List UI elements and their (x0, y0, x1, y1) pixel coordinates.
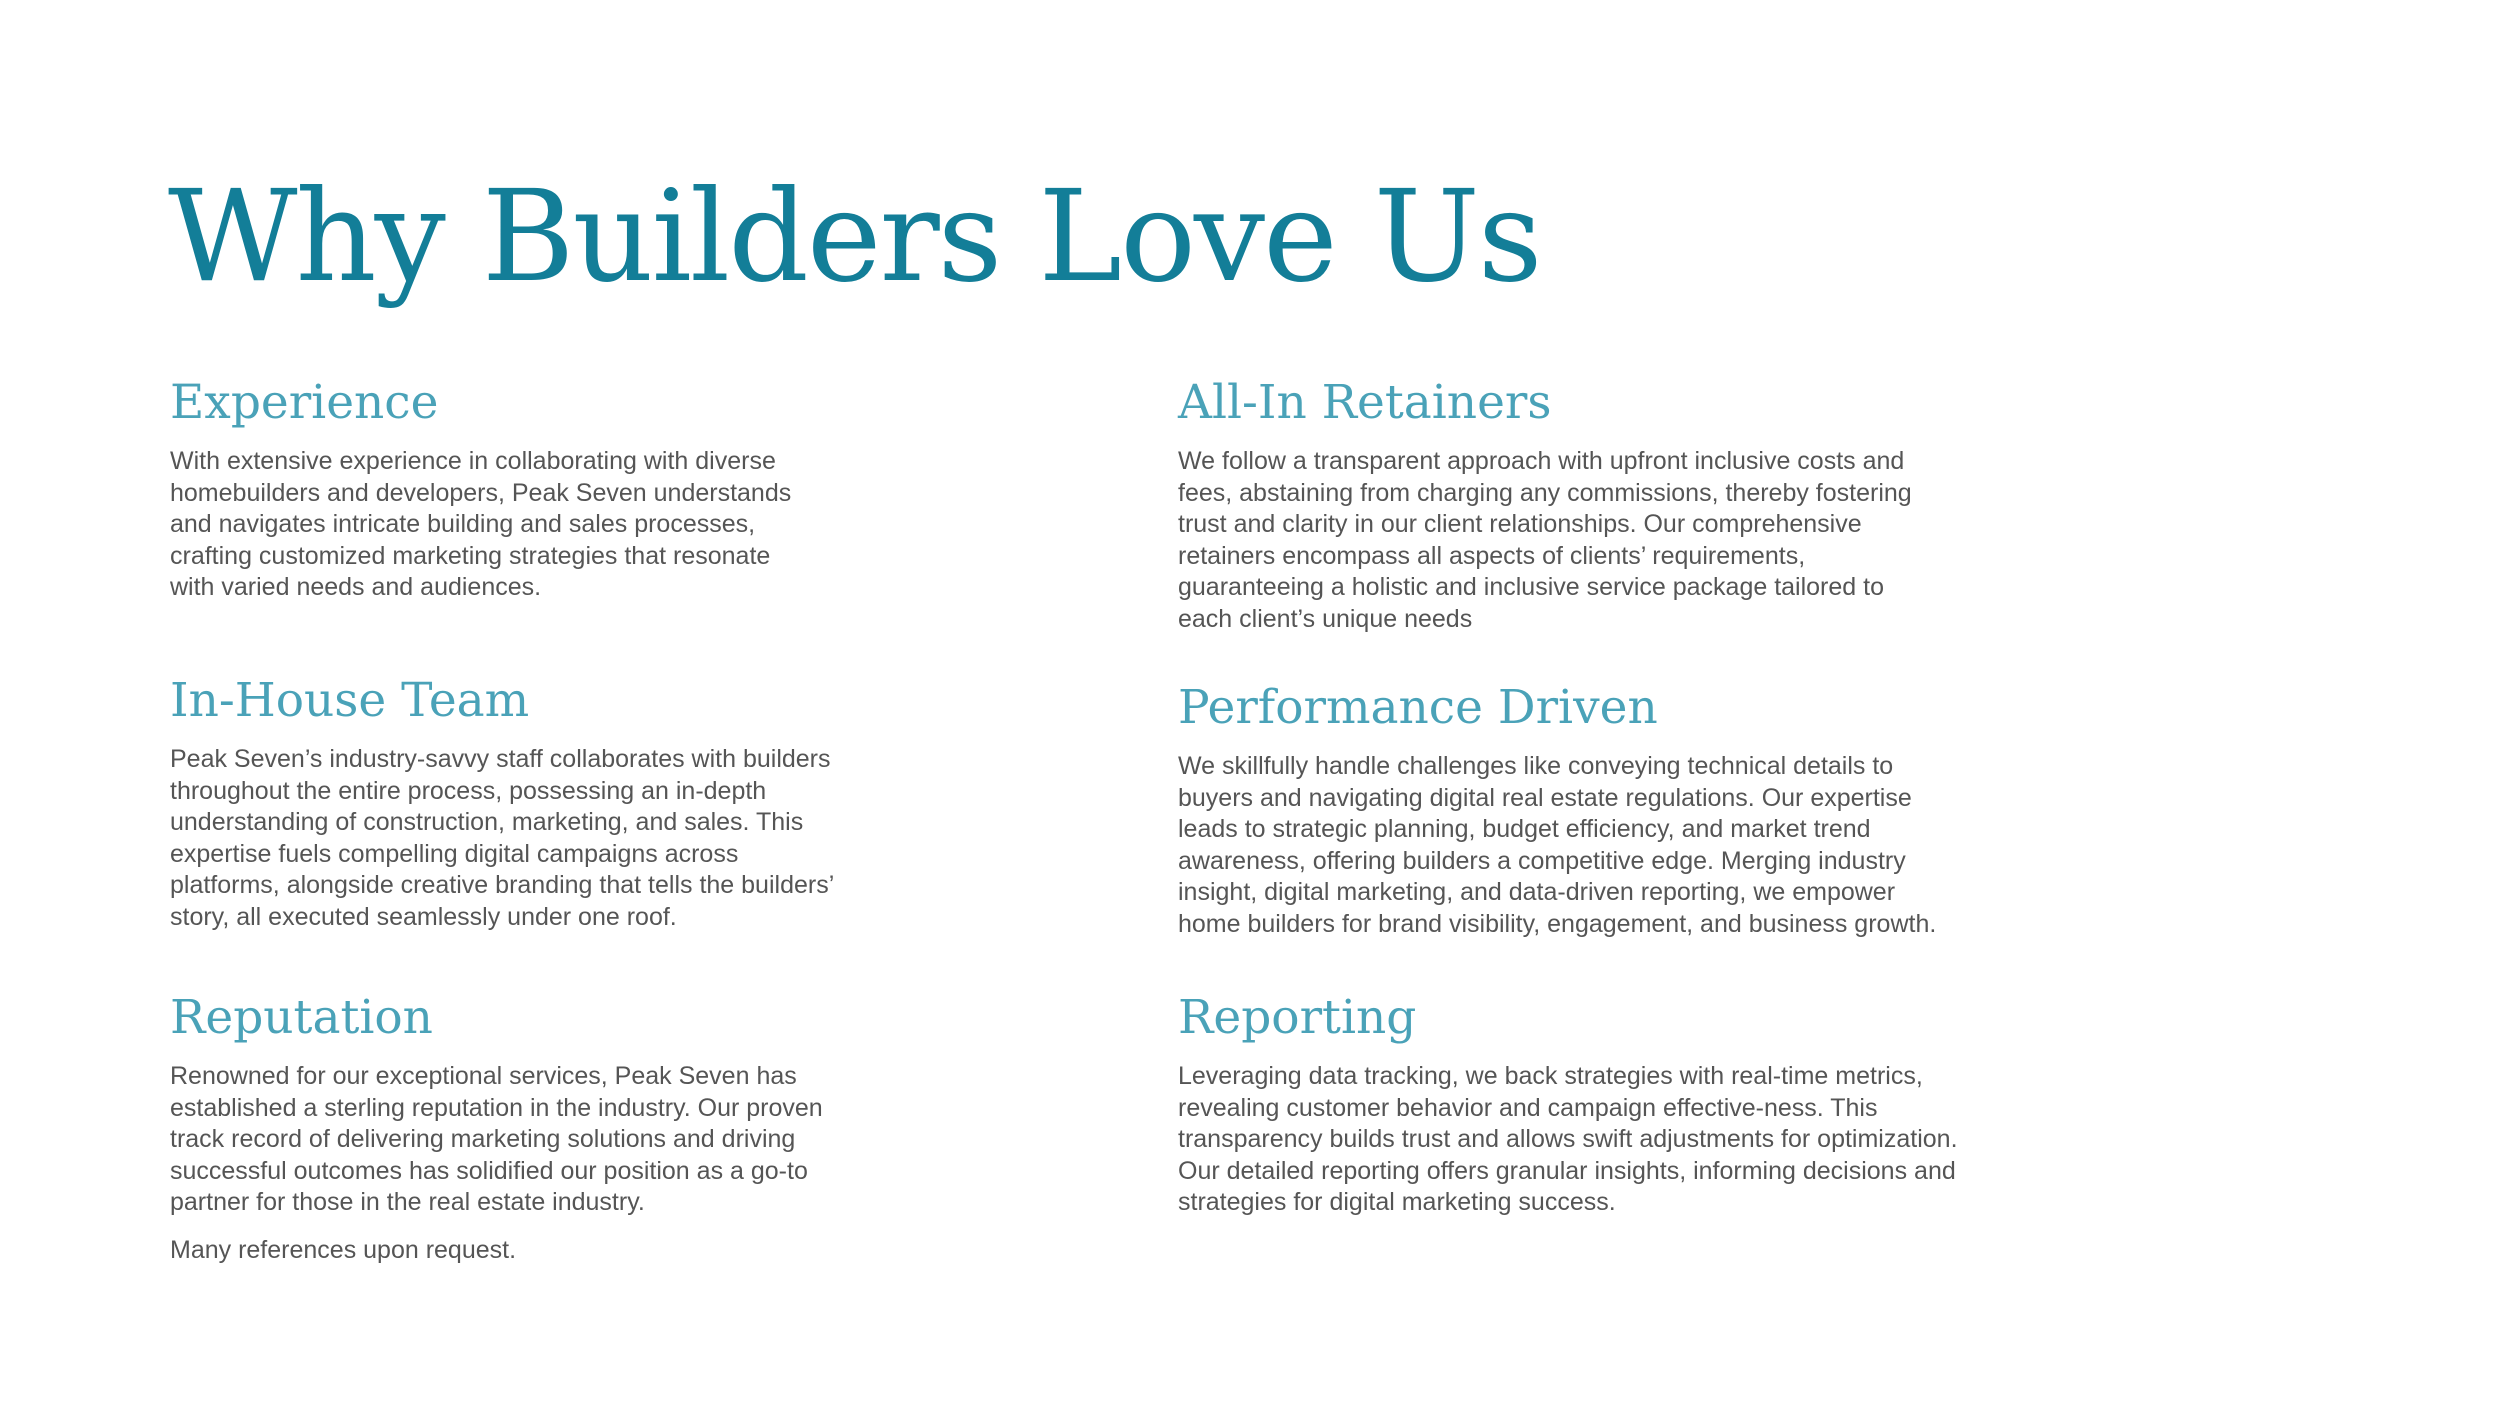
body-line: partner for those in the real estate industry. (170, 1188, 645, 1216)
section-heading: Performance Driven (1178, 680, 1658, 735)
section-body (170, 744, 1070, 933)
body-line: trust and clarity in our client relationships. Our comprehensive (1178, 510, 1862, 538)
section-body (1178, 751, 2078, 940)
section-body (1178, 1061, 2078, 1219)
section-heading: In-House Team (170, 673, 530, 728)
body-line: revealing customer behavior and campaign effective-ness. This (1178, 1093, 1878, 1122)
body-line: with varied needs and audiences. (170, 573, 542, 601)
body-line: successful outcomes has solidified our position as a go-to (170, 1156, 808, 1185)
body-line: and navigates intricate building and sales processes, (170, 510, 756, 538)
section-heading: All-In Retainers (1178, 375, 1552, 430)
body-line: guaranteeing a holistic and inclusive service package tailored to (1178, 573, 1884, 601)
section-heading: Reporting (1178, 990, 1417, 1045)
references-note: Many references upon request. (170, 1235, 517, 1264)
body-line: throughout the entire process, possessing an in-depth (170, 776, 767, 805)
body-line: Leveraging data tracking, we back strategies with real-time metrics, (1178, 1062, 1923, 1090)
body-line: Renowned for our exceptional services, Peak Seven has (170, 1062, 797, 1090)
body-line: expertise fuels compelling digital campaigns across (170, 839, 739, 868)
body-line: established a sterling reputation in the industry. Our proven (170, 1093, 823, 1122)
body-line: leads to strategic planning, budget efficiency, and market trend (1178, 815, 1871, 843)
section-performance-driven (1178, 675, 2078, 940)
section-body (170, 446, 1070, 604)
body-line: With extensive experience in collaborating with diverse (170, 447, 776, 475)
body-line: platforms, alongside creative branding that tells the builders’ (170, 871, 835, 899)
body-line: We skillfully handle challenges like conveying technical details to (1178, 752, 1894, 780)
body-line: insight, digital marketing, and data-driven reporting, we empower (1178, 878, 1896, 906)
page-title: Why Builders Love Us (168, 163, 1541, 310)
section-all-in-retainers (1178, 370, 2078, 635)
body-line: buyers and navigating digital real estate regulations. Our expertise (1178, 783, 1912, 812)
section-heading: Reputation (170, 990, 433, 1045)
section-body (1178, 446, 2078, 635)
body-line: We follow a transparent approach with upfront inclusive costs and (1178, 447, 1905, 475)
section-in-house-team (170, 668, 1070, 933)
body-line: fees, abstaining from charging any commissions, thereby fostering (1178, 478, 1912, 507)
body-line: Peak Seven’s industry-savvy staff collaborates with builders (170, 745, 831, 773)
body-line: story, all executed seamlessly under one roof. (170, 902, 677, 931)
body-line: each client’s unique needs (1178, 604, 1473, 633)
body-line: Our detailed reporting offers granular insights, informing decisions and (1178, 1156, 1956, 1185)
section-experience (170, 370, 1070, 604)
body-line: strategies for digital marketing success. (1178, 1188, 1616, 1216)
body-line: transparency builds trust and allows swift adjustments for optimization. (1178, 1125, 1958, 1153)
body-line: homebuilders and developers, Peak Seven understands (170, 478, 792, 507)
section-reporting (1178, 985, 2078, 1219)
body-line: track record of delivering marketing solutions and driving (170, 1125, 796, 1153)
section-reputation (170, 985, 1070, 1266)
section-body (170, 1061, 1070, 1219)
body-line: awareness, offering builders a competitive edge. Merging industry (1178, 846, 1906, 875)
section-heading: Experience (170, 375, 439, 430)
body-line: understanding of construction, marketing, and sales. This (170, 808, 804, 836)
body-line: home builders for brand visibility, engagement, and business growth. (1178, 909, 1937, 938)
body-line: retainers encompass all aspects of clients’ requirements, (1178, 541, 1806, 570)
body-line: crafting customized marketing strategies that resonate (170, 541, 771, 570)
